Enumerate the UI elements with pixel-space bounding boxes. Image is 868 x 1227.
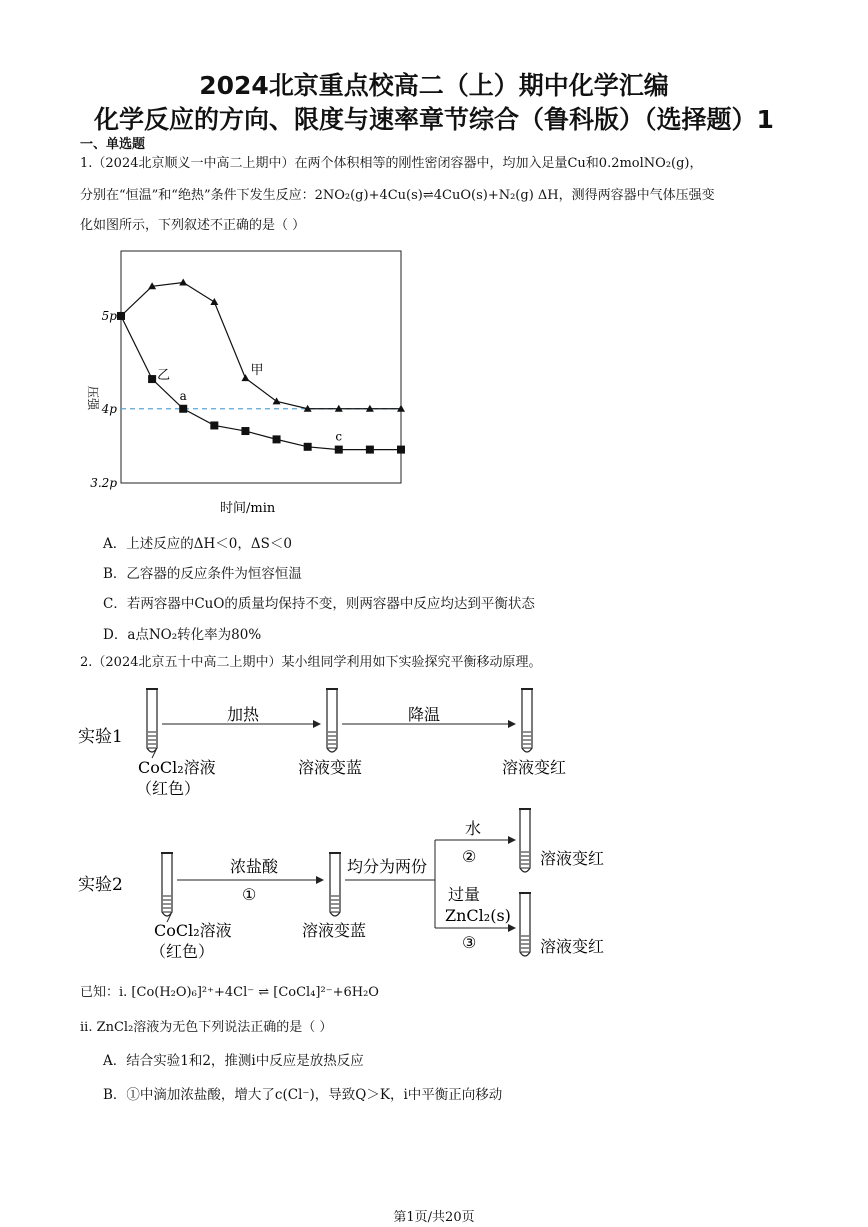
series-2-point [241,427,249,435]
series-2-point [304,443,312,451]
exp2-step-1: 浓盐酸 [230,857,279,876]
y-tick-label: 5p [101,308,117,323]
q1-option-d: D．a点NO₂转化率为80% [103,627,262,643]
exp1-tube-1-label: CoCl₂溶液 [138,758,216,777]
x-axis-label: 时间/min [220,501,276,516]
exp2-tube-1-color: （红色） [150,942,215,961]
exp1-tube-3-label: 溶液变红 [502,758,567,777]
exp2-tube-3 [519,808,531,872]
q1-line-2: 分别在“恒温”和“绝热”条件下发生反应：2NO₂(g)+4Cu(s)⇌4CuO(s)+N₂(g) ΔH，测得两容器中气体压强变 [80,188,715,203]
series-2-point [335,446,343,454]
series-1-point [241,374,249,381]
exp2-branch-b-1: 过量 [448,885,481,904]
exp2-tube-4 [519,892,531,956]
point-label-a: a [179,388,187,403]
page-footer: 第1页/共20页 [393,1210,475,1225]
q2-known-1: 已知：i. [Co(H₂O)₆]²⁺+4Cl⁻ ⇌ [CoCl₄]²⁻+6H₂O [80,985,379,1000]
title-line-2: 化学反应的方向、限度与速率章节综合（鲁科版）（选择题）1 [94,105,774,134]
exp2-tube-3-label: 溶液变红 [540,849,605,868]
exp2-label: 实验2 [78,875,123,895]
y-tick-label: 4p [101,401,117,416]
exp2-tube-1 [161,852,173,916]
exp2-branch-b-2: ZnCl₂(s) [445,906,511,925]
series-1-point [273,397,281,404]
exp2-tube-2-label: 溶液变蓝 [302,921,367,940]
exp2-branch-a-num: ② [462,847,477,866]
exp1-tube-1-color: （红色） [136,779,201,798]
exp1-tube-1 [146,688,158,752]
exp2-step-1-num: ① [242,885,257,904]
experiment-diagram [70,680,630,980]
exp2-branch-a: 水 [465,819,482,838]
q2-known-2: ii. ZnCl₂溶液为无色下列说法正确的是（ ） [80,1020,333,1035]
section-heading: 一、单选题 [80,137,146,152]
q1-option-a: A．上述反应的ΔH＜0，ΔS＜0 [103,536,292,552]
exp1-label: 实验1 [78,727,123,747]
exp1-tube-2-label: 溶液变蓝 [298,758,363,777]
exp1-tube-3 [521,688,533,752]
series-2-point [117,312,125,320]
series-2-point [273,435,281,443]
series-2-point [179,405,187,413]
series-2-point [148,375,156,383]
series-1-point [179,279,187,286]
exp1-step-1: 加热 [227,705,260,724]
exp1-tube-2 [326,688,338,752]
q1-line-3: 化如图所示，下列叙述不正确的是（ ） [80,218,306,233]
q1-option-b: B．乙容器的反应条件为恒容恒温 [103,566,302,582]
exp2-tube-4-label: 溶液变红 [540,937,605,956]
series-name-label: 乙 [157,368,171,384]
q2-option-a: A．结合实验1和2，推测i中反应是放热反应 [103,1053,364,1069]
exp2-branch-b-num: ③ [462,933,477,952]
point-label-c: c [335,429,343,444]
exp2-split-label: 均分为两份 [347,857,428,876]
series-2-point [397,446,405,454]
q2-option-b: B．①中滴加浓盐酸，增大了c(Cl⁻)，导致Q＞K，i中平衡正向移动 [103,1087,503,1103]
exp2-tube-1-label: CoCl₂溶液 [154,921,232,940]
series-2-point [366,446,374,454]
q1-option-c: C．若两容器中CuO的质量均保持不变，则两容器中反应均达到平衡状态 [103,596,535,612]
q2-line-1: 2.（2024北京五十中高二上期中）某小组同学利用如下实验探究平衡移动原理。 [80,655,542,670]
title-line-1: 2024北京重点校高二（上）期中化学汇编 [199,71,669,100]
series-1-point [210,298,218,305]
q1-line-1: 1.（2024北京顺义一中高二上期中）在两个体积相等的刚性密闭容器中，均加入足量Cu和0.2molNO₂(g)， [80,156,703,171]
series-name-label: 甲 [250,363,264,379]
exp2-tube-2 [329,852,341,916]
y-tick-label: 3.2p [90,476,117,490]
y-axis-label: 压强 [86,386,100,411]
series-2-point [210,421,218,429]
pressure-time-chart [80,240,420,520]
exp1-step-2: 降温 [408,705,441,724]
